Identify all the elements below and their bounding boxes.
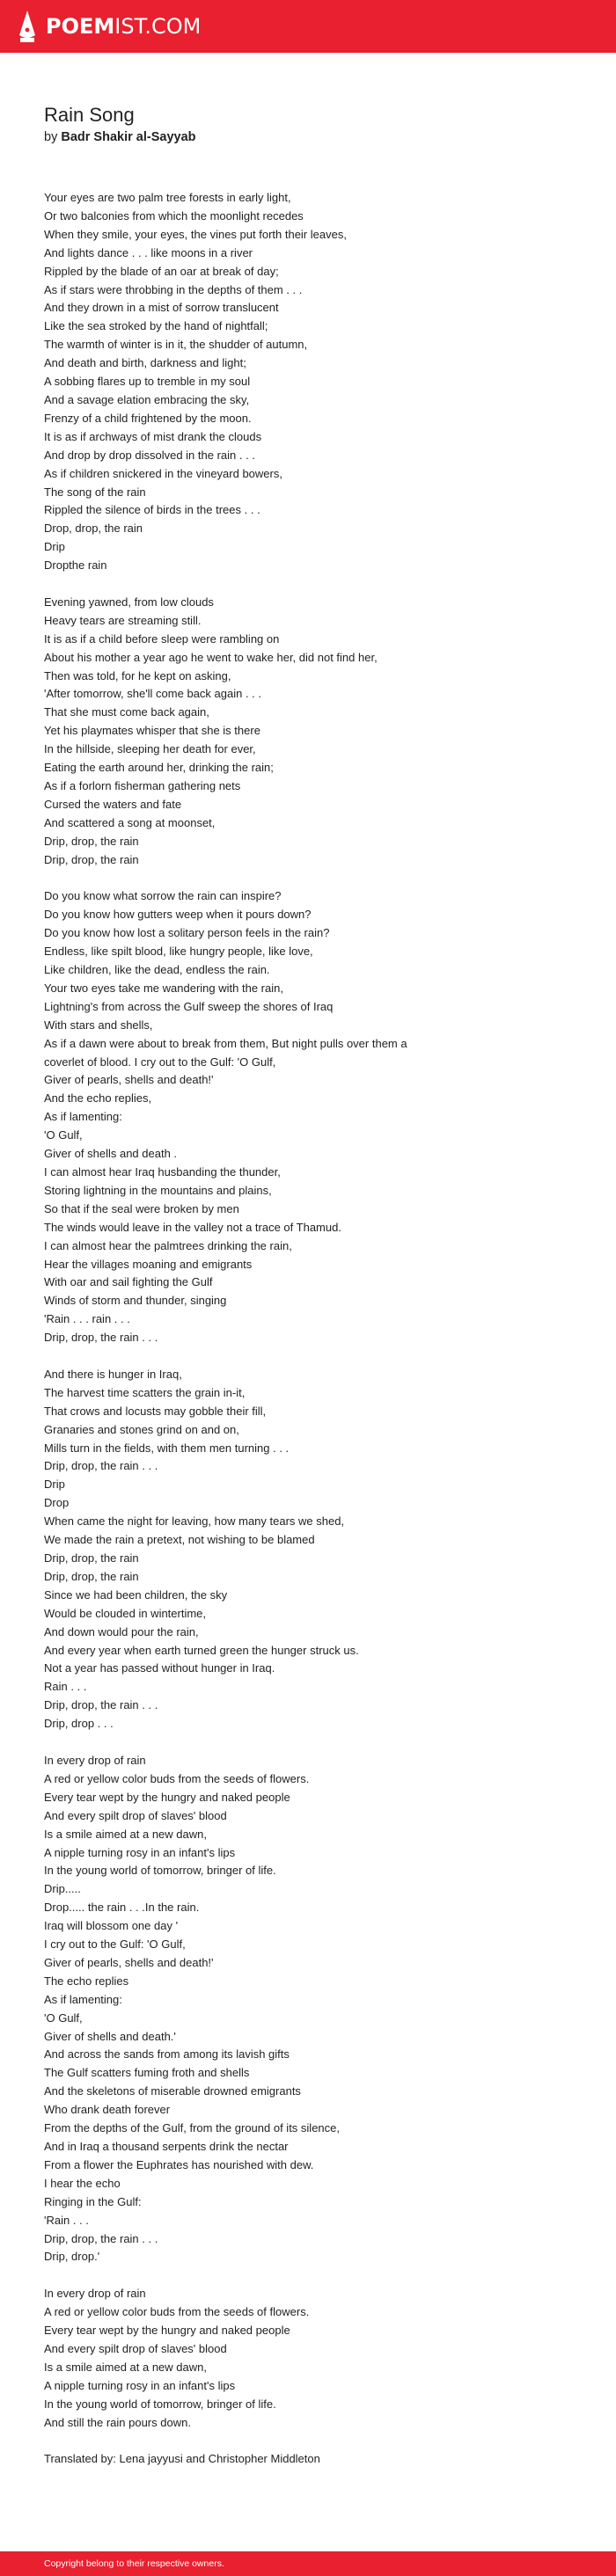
poem-line: Lightning's from across the Gulf sweep the shores of Iraq: [44, 999, 334, 1013]
poem-line: As if children snickered in the vineyard bowers,: [44, 466, 282, 480]
poem-line: Do you know how lost a solitary person feels in the rain?: [44, 926, 330, 940]
poem-line: In every drop of rain: [44, 2287, 146, 2301]
poem-title: Rain Song: [44, 104, 135, 126]
poem-line: Is a smile aimed at a new dawn,: [44, 2360, 207, 2374]
poem-line: I can almost hear Iraq husbanding the thunder,: [44, 1165, 281, 1179]
poem-line: Every tear wept by the hungry and naked people: [44, 1790, 290, 1804]
poem-line: And every spilt drop of slaves' blood: [44, 1808, 227, 1822]
poem-line: Iraq will blossom one day ': [44, 1919, 179, 1933]
copyright-notice: Copyright belong to their respective owners.: [44, 2558, 224, 2569]
poem-line: In the young world of tomorrow, bringer of life.: [44, 2397, 276, 2411]
poem-line: Drop, drop, the rain: [44, 522, 143, 536]
poem-line: Drip, drop, the rain . . .: [44, 1331, 158, 1345]
poem-line: Drip, drop, the rain . . .: [44, 1459, 158, 1473]
poem-line: Giver of pearls, shells and death!': [44, 1073, 214, 1087]
stanza: [44, 887, 590, 1347]
poem-line: Or two balconies from which the moonlight recedes: [44, 208, 304, 223]
poem-line: From the depths of the Gulf, from the ground of its silence,: [44, 2121, 341, 2135]
poem-line: Drip: [44, 1478, 65, 1492]
poem-content: [44, 103, 590, 2469]
poem-line: Hear the villages moaning and emigrants: [44, 1257, 253, 1271]
poem-line: The Gulf scatters fuming froth and shells: [44, 2066, 250, 2080]
poem-line: Endless, like spilt blood, like hungry people, like love,: [44, 945, 313, 959]
poem-line: Drop..... the rain . . .In the rain.: [44, 1901, 200, 1915]
poem-line: Giver of pearls, shells and death!': [44, 1955, 214, 1969]
poem-body: [44, 189, 590, 2432]
poem-line: Yet his playmates whisper that she is there: [44, 724, 260, 738]
stanza: [44, 2285, 590, 2432]
poem-line: Do you know what sorrow the rain can inspire?: [44, 889, 282, 903]
poem-line: That crows and locusts may gobble their fill,: [44, 1404, 267, 1418]
poem-line: 'After tomorrow, she'll come back again . . .: [44, 687, 262, 701]
site-logo[interactable]: [46, 16, 201, 37]
poem-line: Is a smile aimed at a new dawn,: [44, 1827, 207, 1841]
quill-nib-icon[interactable]: [18, 9, 37, 44]
poem-line: Frenzy of a child frightened by the moon.: [44, 411, 252, 425]
poem-line: Rippled the silence of birds in the trees . . .: [44, 503, 260, 517]
poem-line: A nipple turning rosy in an infant's lips: [44, 1845, 236, 1859]
poem-line: Like children, like the dead, endless the rain.: [44, 963, 270, 977]
poem-line: Cursed the waters and fate: [44, 797, 182, 811]
poem-line: The harvest time scatters the grain in-it,: [44, 1385, 246, 1399]
stanza: [44, 594, 590, 870]
poem-line: And they drown in a mist of sorrow translucent: [44, 301, 279, 315]
poem-line: It is as if a child before sleep were rambling on: [44, 631, 280, 646]
poem-line: And in Iraq a thousand serpents drink the nectar: [44, 2140, 289, 2153]
poem-line: 'O Gulf,: [44, 2010, 83, 2025]
poem-line: Ringing in the Gulf:: [44, 2194, 142, 2208]
poem-line: And death and birth, darkness and light;: [44, 356, 246, 370]
poem-line: With oar and sail fighting the Gulf: [44, 1275, 213, 1289]
poem-line: Evening yawned, from low clouds: [44, 595, 214, 609]
poem-line: Drip, drop.': [44, 2250, 100, 2264]
poem-line: 'Rain . . .: [44, 2213, 89, 2227]
poem-line: Drip, drop, the rain: [44, 1569, 139, 1583]
byline: [44, 129, 590, 145]
poem-line: Heavy tears are streaming still.: [44, 613, 202, 627]
poem-line: And still the rain pours down.: [44, 2415, 191, 2429]
poem-line: A nipple turning rosy in an infant's lips: [44, 2378, 236, 2392]
poem-line: And down would pour the rain,: [44, 1624, 199, 1638]
poem-line: Granaries and stones grind on and on,: [44, 1422, 239, 1436]
poem-line: Since we had been children, the sky: [44, 1587, 228, 1602]
poem-line: In every drop of rain: [44, 1753, 146, 1767]
poem-line: Drip, drop, the rain . . .: [44, 1698, 158, 1712]
poem-line: The song of the rain: [44, 485, 146, 499]
poem-line: As if lamenting:: [44, 1992, 122, 2006]
poem-line: It is as if archways of mist drank the clouds: [44, 429, 262, 443]
poem-line: I hear the echo: [44, 2176, 121, 2190]
poem-line: 'O Gulf,: [44, 1128, 83, 1142]
poem-line: And a savage elation embracing the sky,: [44, 392, 250, 406]
poem-line: 'Rain . . . rain . . .: [44, 1312, 130, 1326]
author-name[interactable]: Badr Shakir al-Sayyab: [61, 130, 196, 144]
poem-line: So that if the seal were broken by men: [44, 1201, 239, 1215]
logo-bold-text: POEM: [46, 14, 115, 39]
poem-line: In the young world of tomorrow, bringer of life.: [44, 1864, 276, 1878]
poem-line: Rippled by the blade of an oar at break of day;: [44, 264, 279, 278]
poem-line: Every tear wept by the hungry and naked people: [44, 2324, 290, 2338]
poem-line: I can almost hear the palmtrees drinking the rain,: [44, 1238, 292, 1252]
poem-line: The warmth of winter is in it, the shudder of autumn,: [44, 338, 308, 352]
poem-line: And across the sands from among its lavish gifts: [44, 2047, 290, 2062]
poem-line: And scattered a song at moonset,: [44, 815, 216, 829]
poem-line: Do you know how gutters weep when it pours down?: [44, 908, 312, 922]
poem-line: As if lamenting:: [44, 1110, 122, 1124]
poem-line: coverlet of blood. I cry out to the Gulf: 'O Gulf,: [44, 1054, 276, 1069]
poem-line: We made the rain a pretext, not wishing to be blamed: [44, 1533, 315, 1547]
poem-line: A red or yellow color buds from the seeds of flowers.: [44, 1771, 310, 1785]
poem-line: The winds would leave in the valley not a trace of Thamud.: [44, 1220, 341, 1234]
poem-line: Your two eyes take me wandering with the rain,: [44, 981, 283, 995]
poem-line: Drop: [44, 1496, 70, 1510]
poem-line: As if a forlorn fisherman gathering nets: [44, 778, 241, 792]
poem-line: Giver of shells and death.': [44, 2029, 176, 2043]
stanza: [44, 1752, 590, 2266]
poem-line: From a flower the Euphrates has nourished with dew.: [44, 2157, 314, 2171]
poem-line: A red or yellow color buds from the seeds of flowers.: [44, 2305, 310, 2319]
poem-line: Drip, drop, the rain: [44, 834, 139, 848]
translator-credit: Translated by: Lena jayyusi and Christopher Middleton: [44, 2452, 320, 2466]
stanza: [44, 1366, 590, 1733]
poem-line: Who drank death forever: [44, 2103, 171, 2117]
header-bar: [0, 0, 616, 53]
poem-line: As if stars were throbbing in the depths of them . . .: [44, 282, 303, 296]
poem-line: Giver of shells and death .: [44, 1147, 178, 1161]
poem-line: Drip, drop, the rain: [44, 852, 139, 866]
logo-light-text: IST.COM: [114, 14, 202, 39]
poem-line: And the echo replies,: [44, 1091, 152, 1106]
poem-line: Rain . . .: [44, 1680, 87, 1694]
poem-line: Mills turn in the fields, with them men turning . . .: [44, 1441, 290, 1455]
poem-line: Like the sea stroked by the hand of nightfall;: [44, 319, 268, 333]
poem-line: Drip, drop, the rain . . .: [44, 2231, 158, 2245]
poem-line: The echo replies: [44, 1974, 129, 1988]
poem-line: Drip: [44, 540, 65, 554]
poem-line: And the skeletons of miserable drowned emigrants: [44, 2084, 301, 2098]
poem-line: And every year when earth turned green the hunger struck us.: [44, 1643, 359, 1657]
poem-line: With stars and shells,: [44, 1018, 153, 1032]
stanza: [44, 189, 590, 575]
by-prefix: by: [44, 130, 58, 144]
poem-line: Dropthe rain: [44, 558, 107, 573]
poem-line: That she must come back again,: [44, 705, 209, 719]
poem-line: In the hillside, sleeping her death for ever,: [44, 742, 256, 756]
poem-line: Winds of storm and thunder, singing: [44, 1294, 227, 1308]
poem-line: Not a year has passed without hunger in Iraq.: [44, 1661, 275, 1675]
poem-line: As if a dawn were about to break from them, But night pulls over them a: [44, 1036, 407, 1050]
poem-line: And lights dance . . . like moons in a river: [44, 245, 253, 259]
poem-line: Drip.....: [44, 1882, 81, 1896]
poem-line: And every spilt drop of slaves' blood: [44, 2341, 227, 2355]
poem-line: About his mother a year ago he went to wake her, did not find her,: [44, 650, 378, 664]
poem-line: Drip, drop, the rain: [44, 1551, 139, 1565]
poem-line: When came the night for leaving, how many tears we shed,: [44, 1514, 345, 1529]
poem-line: Storing lightning in the mountains and plains,: [44, 1183, 272, 1197]
poem-line: And drop by drop dissolved in the rain . . .: [44, 448, 255, 462]
poem-line: And there is hunger in Iraq,: [44, 1367, 182, 1381]
poem-line: I cry out to the Gulf: 'O Gulf,: [44, 1937, 186, 1952]
poem-line: Your eyes are two palm tree forests in early light,: [44, 191, 291, 204]
poem-line: Would be clouded in wintertime,: [44, 1606, 207, 1620]
poem-line: Then was told, for he kept on asking,: [44, 668, 231, 682]
poem-line: When they smile, your eyes, the vines put forth their leaves,: [44, 227, 347, 241]
poem-line: Drip, drop . . .: [44, 1717, 114, 1731]
poem-line: A sobbing flares up to tremble in my soul: [44, 375, 251, 389]
footer-bar: [0, 2551, 616, 2576]
poem-line: Eating the earth around her, drinking the rain;: [44, 761, 274, 775]
